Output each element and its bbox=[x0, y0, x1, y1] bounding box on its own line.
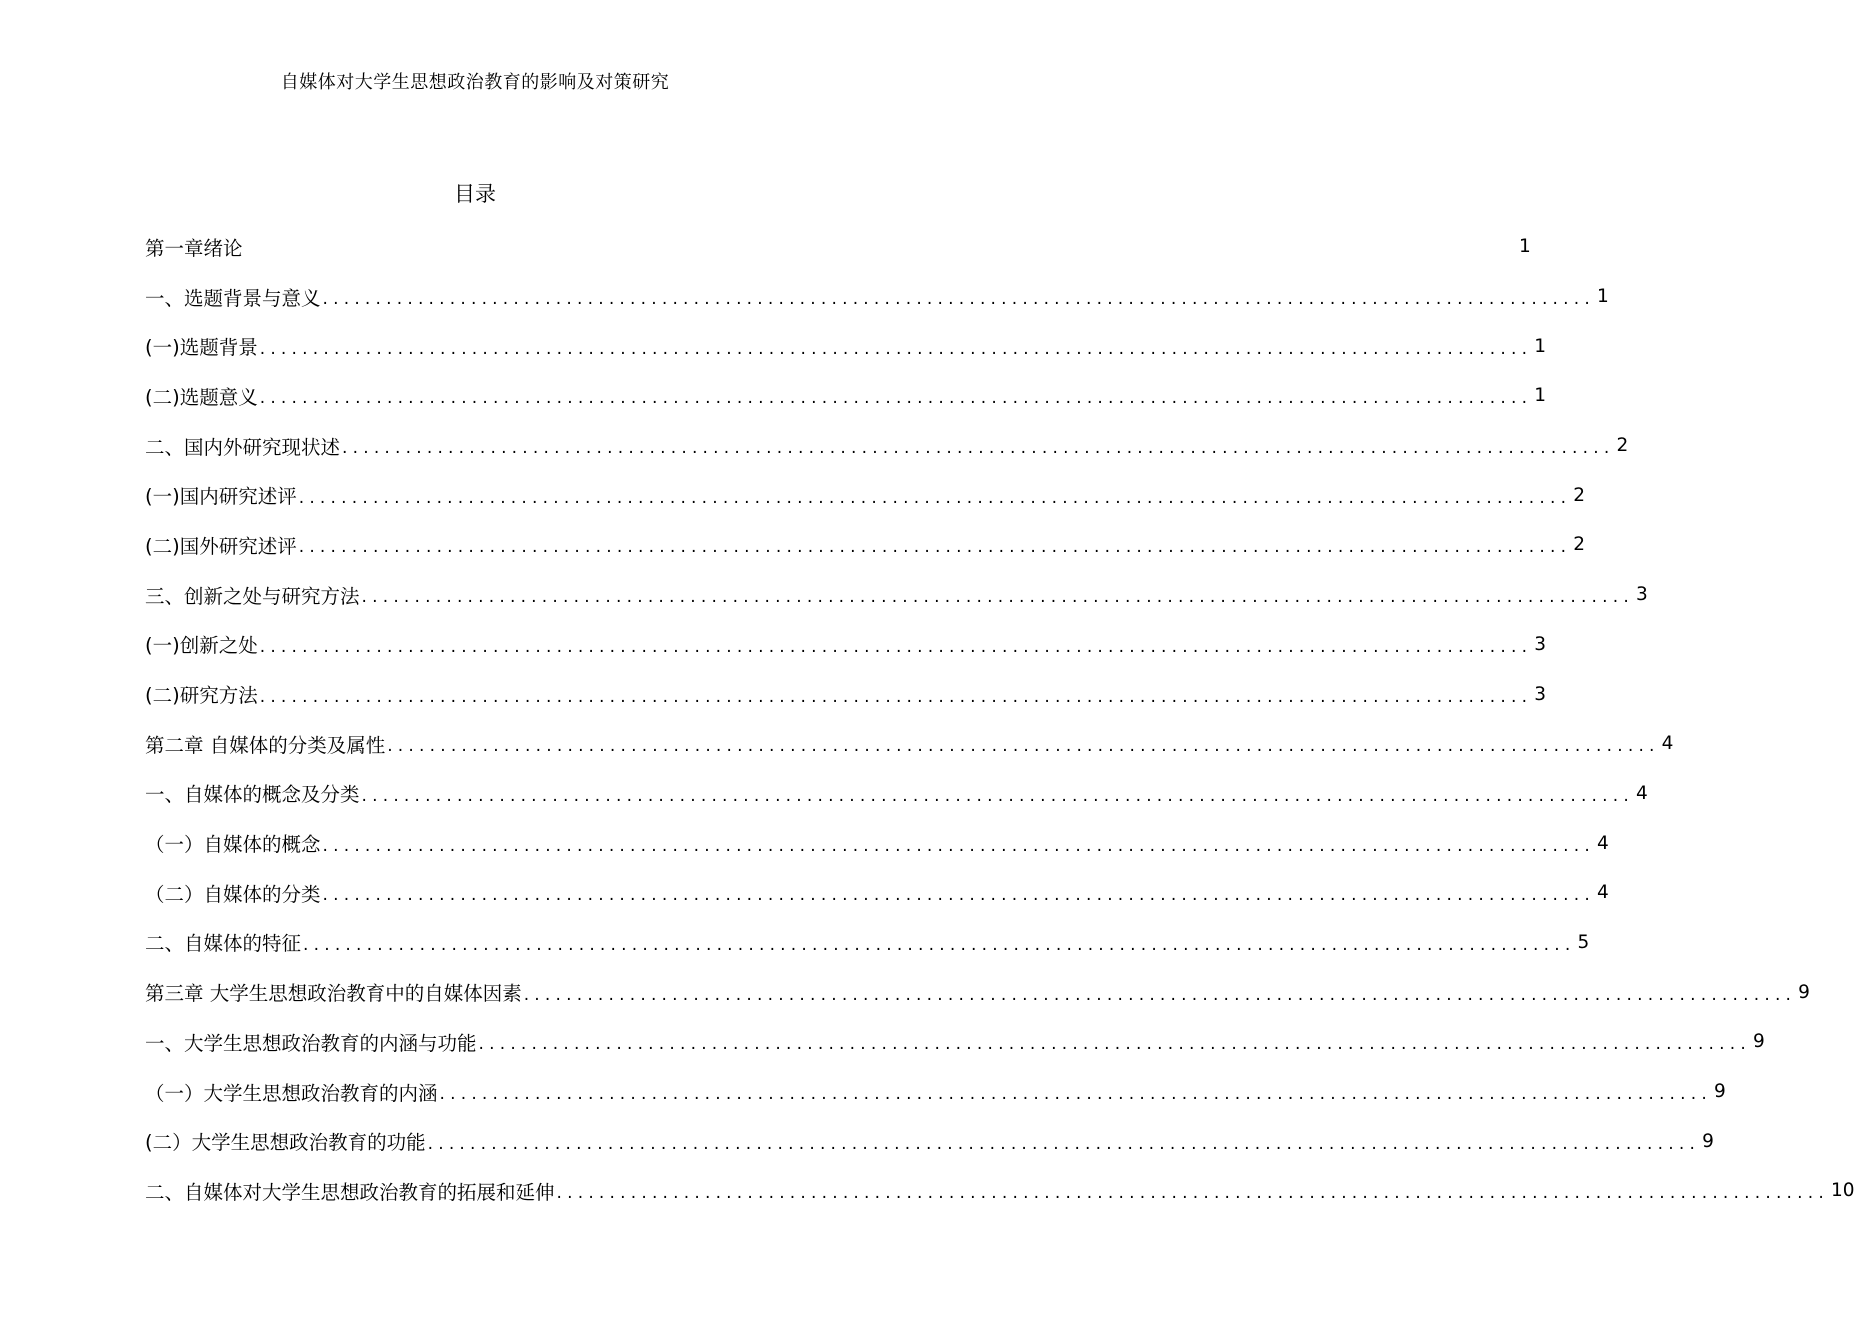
toc-dot-leader: ........................................................................................................................ bbox=[303, 934, 1576, 955]
toc-entry bbox=[145, 371, 1546, 421]
toc-entry bbox=[145, 470, 1585, 520]
toc-title: 目录 bbox=[454, 182, 496, 206]
toc-entry bbox=[145, 520, 1585, 570]
table-of-contents bbox=[145, 222, 1855, 1216]
toc-dot-leader: ........................................................................................................................ bbox=[478, 1034, 1751, 1055]
toc-entry-label: 一、选题背景与意义 bbox=[145, 286, 321, 310]
toc-entry-page: 3 bbox=[1635, 584, 1648, 606]
toc-entry-page: 1 bbox=[1534, 385, 1546, 407]
toc-dot-leader: ........................................................................................................................ bbox=[361, 785, 1634, 806]
toc-dot-leader: ........................................................................................................................ bbox=[342, 438, 1615, 459]
toc-dot-leader: ........................................................................................................................ bbox=[259, 338, 1533, 359]
toc-dot-leader: ........................................................................................................................ bbox=[259, 686, 1533, 707]
toc-dot-leader: ........................................................................................................................ bbox=[298, 487, 1572, 508]
toc-entry bbox=[145, 570, 1648, 620]
toc-entry-label: 第一章绪论 bbox=[145, 236, 243, 260]
toc-entry-page: 3 bbox=[1534, 633, 1546, 655]
toc-entry-label: 一、大学生思想政治教育的内涵与功能 bbox=[145, 1031, 477, 1055]
toc-entry bbox=[145, 1017, 1765, 1067]
toc-entry-page: 3 bbox=[1534, 683, 1546, 705]
toc-entry-page: 4 bbox=[1596, 882, 1609, 904]
toc-entry bbox=[145, 868, 1609, 918]
toc-entry-label: 一、自媒体的概念及分类 bbox=[145, 783, 360, 807]
toc-entry bbox=[145, 967, 1810, 1017]
toc-entry-label: (二)选题意义 bbox=[145, 385, 258, 409]
toc-entry bbox=[145, 421, 1629, 471]
toc-entry-page: 1 bbox=[1534, 335, 1546, 357]
toc-entry-page: 9 bbox=[1713, 1081, 1726, 1103]
running-header: 自媒体对大学生思想政治教育的影响及对策研究 bbox=[280, 72, 670, 93]
toc-entry-label: (一)创新之处 bbox=[145, 634, 258, 658]
toc-entry-label: 二、国内外研究现状述 bbox=[145, 435, 341, 459]
toc-entry bbox=[145, 321, 1546, 371]
toc-dot-leader: ........................................................................................................................ bbox=[361, 587, 1634, 608]
toc-entry bbox=[145, 818, 1609, 868]
toc-dot-leader: ........................................................................................................................ bbox=[298, 537, 1572, 558]
toc-entry-page: 1 bbox=[1518, 236, 1531, 258]
toc-entry-page: 9 bbox=[1702, 1130, 1714, 1152]
toc-entry-label: （一）大学生思想政治教育的内涵 bbox=[145, 1081, 438, 1105]
toc-entry-page: 9 bbox=[1798, 981, 1810, 1003]
toc-entry bbox=[145, 1116, 1714, 1166]
toc-dot-leader: ........................................................................................................................ bbox=[439, 1084, 1712, 1105]
toc-entry-page: 2 bbox=[1573, 534, 1585, 556]
toc-entry-label: （二）自媒体的分类 bbox=[145, 882, 321, 906]
toc-entry-page: 9 bbox=[1752, 1031, 1765, 1053]
toc-entry-label: (二）大学生思想政治教育的功能 bbox=[145, 1131, 426, 1155]
toc-entry-label: （一）自媒体的概念 bbox=[145, 833, 321, 857]
toc-dot-leader: ........................................................................................................................ bbox=[556, 1183, 1829, 1204]
toc-entry bbox=[145, 669, 1546, 719]
toc-entry-label: (一)选题背景 bbox=[145, 336, 258, 360]
toc-entry-label: 第二章 自媒体的分类及属性 bbox=[145, 733, 386, 757]
toc-entry-label: (二)研究方法 bbox=[145, 684, 258, 708]
toc-entry-label: (二)国外研究述评 bbox=[145, 534, 297, 558]
toc-entry-page: 2 bbox=[1573, 484, 1585, 506]
toc-entry-page: 4 bbox=[1596, 832, 1609, 854]
toc-dot-leader: ........................................................................................................................ bbox=[387, 736, 1660, 757]
toc-entry-page: 2 bbox=[1616, 435, 1629, 457]
toc-entry bbox=[145, 272, 1609, 322]
toc-entry-label: 三、创新之处与研究方法 bbox=[145, 584, 360, 608]
toc-entry bbox=[145, 1067, 1726, 1117]
toc-entry-page: 4 bbox=[1635, 782, 1648, 804]
toc-entry bbox=[145, 769, 1648, 819]
toc-entry bbox=[145, 1166, 1855, 1216]
toc-entry bbox=[145, 918, 1590, 968]
toc-entry-label: 二、自媒体对大学生思想政治教育的拓展和延伸 bbox=[145, 1180, 555, 1204]
toc-dot-leader: ........................................................................................................................ bbox=[322, 289, 1595, 310]
toc-entry-label: 第三章 大学生思想政治教育中的自媒体因素 bbox=[145, 982, 522, 1006]
toc-entry bbox=[145, 719, 1674, 769]
toc-entry-page: 4 bbox=[1661, 733, 1674, 755]
toc-entry-page: 1 bbox=[1596, 286, 1609, 308]
toc-entry-page: 10 bbox=[1830, 1180, 1855, 1202]
toc-dot-leader: ........................................................................................................................ bbox=[427, 1133, 1701, 1154]
toc-entry bbox=[145, 620, 1546, 670]
toc-dot-leader: ........................................................................................................................ bbox=[322, 885, 1595, 906]
toc-dot-leader: ........................................................................................................................ bbox=[322, 835, 1595, 856]
toc-entry bbox=[145, 222, 1531, 272]
toc-entry-label: (一)国内研究述评 bbox=[145, 485, 297, 509]
toc-dot-leader: ........................................................................................................................ bbox=[523, 984, 1797, 1005]
toc-dot-leader: ........................................................................................................................ bbox=[259, 388, 1533, 409]
toc-dot-leader: ........................................................................................................................ bbox=[259, 636, 1533, 657]
toc-entry-page: 5 bbox=[1577, 931, 1590, 953]
toc-entry-label: 二、自媒体的特征 bbox=[145, 932, 302, 956]
